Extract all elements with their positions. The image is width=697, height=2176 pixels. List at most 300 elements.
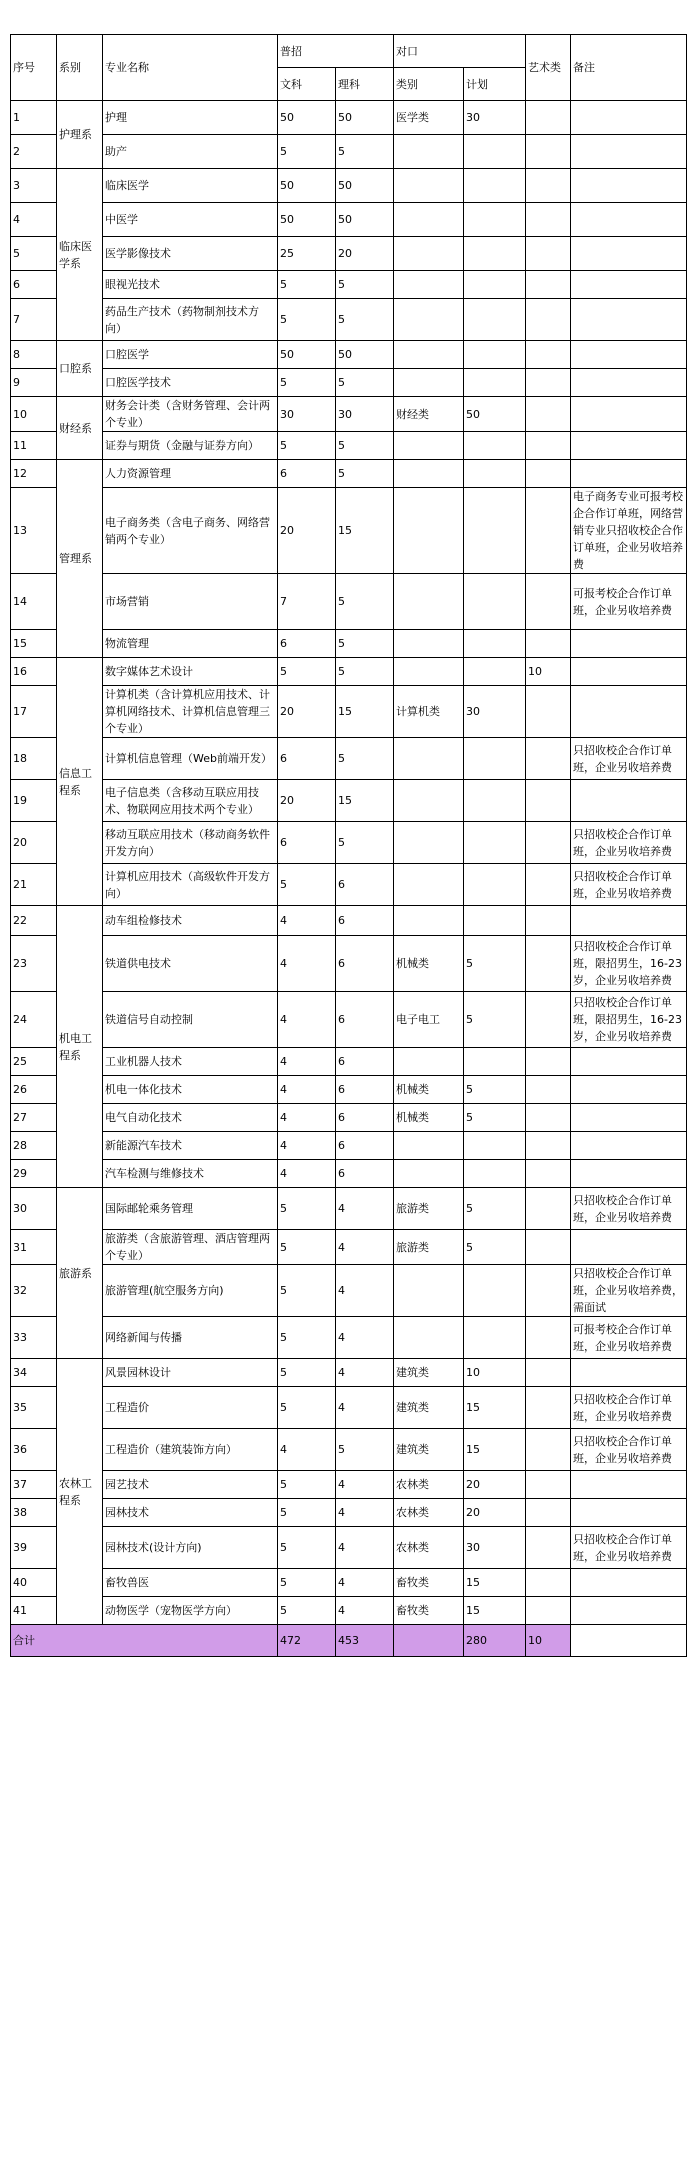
major-cell: 工业机器人技术 bbox=[103, 1048, 278, 1076]
arts-cell: 5 bbox=[278, 1230, 336, 1265]
category-cell bbox=[394, 169, 464, 203]
arts-cell: 20 bbox=[278, 686, 336, 738]
category-cell: 机械类 bbox=[394, 1104, 464, 1132]
table-row bbox=[11, 1132, 687, 1160]
art-cell bbox=[526, 906, 571, 936]
art-cell bbox=[526, 271, 571, 299]
art-cell bbox=[526, 1429, 571, 1471]
art-cell bbox=[526, 1132, 571, 1160]
plan-cell: 5 bbox=[464, 1188, 526, 1230]
arts-cell: 4 bbox=[278, 1076, 336, 1104]
art-cell bbox=[526, 203, 571, 237]
total-science: 453 bbox=[336, 1625, 394, 1657]
major-cell: 网络新闻与传播 bbox=[103, 1317, 278, 1359]
table-row bbox=[11, 992, 687, 1048]
arts-cell: 6 bbox=[278, 738, 336, 780]
table-row bbox=[11, 822, 687, 864]
table-row bbox=[11, 1471, 687, 1499]
art-cell bbox=[526, 1359, 571, 1387]
science-cell: 15 bbox=[336, 686, 394, 738]
seq-cell: 31 bbox=[11, 1230, 57, 1265]
arts-cell: 4 bbox=[278, 1160, 336, 1188]
category-cell: 农林类 bbox=[394, 1527, 464, 1569]
table-row bbox=[11, 271, 687, 299]
seq-cell: 38 bbox=[11, 1499, 57, 1527]
arts-cell: 5 bbox=[278, 1499, 336, 1527]
notes-cell bbox=[571, 203, 687, 237]
notes-cell bbox=[571, 1104, 687, 1132]
notes-cell: 只招收校企合作订单班，企业另收培养费，需面试 bbox=[571, 1265, 687, 1317]
major-cell: 护理 bbox=[103, 101, 278, 135]
category-cell bbox=[394, 237, 464, 271]
seq-cell: 22 bbox=[11, 906, 57, 936]
seq-cell: 21 bbox=[11, 864, 57, 906]
header-row-1 bbox=[11, 35, 687, 68]
science-cell: 50 bbox=[336, 169, 394, 203]
major-cell: 铁道信号自动控制 bbox=[103, 992, 278, 1048]
science-cell: 4 bbox=[336, 1527, 394, 1569]
notes-cell bbox=[571, 432, 687, 460]
table-row bbox=[11, 1317, 687, 1359]
major-cell: 数字媒体艺术设计 bbox=[103, 658, 278, 686]
category-cell: 农林类 bbox=[394, 1499, 464, 1527]
table-row bbox=[11, 936, 687, 992]
plan-cell bbox=[464, 369, 526, 397]
seq-cell: 37 bbox=[11, 1471, 57, 1499]
arts-cell: 4 bbox=[278, 1048, 336, 1076]
header-general: 普招 bbox=[278, 35, 394, 68]
seq-cell: 17 bbox=[11, 686, 57, 738]
table-row bbox=[11, 341, 687, 369]
notes-cell bbox=[571, 1597, 687, 1625]
major-cell: 工程造价 bbox=[103, 1387, 278, 1429]
art-cell bbox=[526, 630, 571, 658]
science-cell: 5 bbox=[336, 1429, 394, 1471]
table-row bbox=[11, 738, 687, 780]
art-cell bbox=[526, 1160, 571, 1188]
plan-cell: 15 bbox=[464, 1597, 526, 1625]
plan-cell bbox=[464, 341, 526, 369]
notes-cell bbox=[571, 1569, 687, 1597]
science-cell: 20 bbox=[336, 237, 394, 271]
category-cell: 畜牧类 bbox=[394, 1597, 464, 1625]
major-cell: 畜牧兽医 bbox=[103, 1569, 278, 1597]
seq-cell: 19 bbox=[11, 780, 57, 822]
notes-cell bbox=[571, 1132, 687, 1160]
plan-cell: 15 bbox=[464, 1569, 526, 1597]
plan-cell: 30 bbox=[464, 1527, 526, 1569]
science-cell: 5 bbox=[336, 574, 394, 630]
science-cell: 30 bbox=[336, 397, 394, 432]
art-cell bbox=[526, 1104, 571, 1132]
major-cell: 电气自动化技术 bbox=[103, 1104, 278, 1132]
category-cell: 电子电工 bbox=[394, 992, 464, 1048]
plan-cell: 15 bbox=[464, 1429, 526, 1471]
plan-cell bbox=[464, 169, 526, 203]
notes-cell: 只招收校企合作订单班，企业另收培养费 bbox=[571, 822, 687, 864]
table-row bbox=[11, 1265, 687, 1317]
plan-cell bbox=[464, 574, 526, 630]
art-cell bbox=[526, 101, 571, 135]
science-cell: 6 bbox=[336, 906, 394, 936]
seq-cell: 30 bbox=[11, 1188, 57, 1230]
category-cell bbox=[394, 488, 464, 574]
major-cell: 医学影像技术 bbox=[103, 237, 278, 271]
table-row bbox=[11, 906, 687, 936]
art-cell bbox=[526, 397, 571, 432]
notes-cell bbox=[571, 658, 687, 686]
category-cell: 建筑类 bbox=[394, 1359, 464, 1387]
major-cell: 市场营销 bbox=[103, 574, 278, 630]
art-cell bbox=[526, 1569, 571, 1597]
seq-cell: 20 bbox=[11, 822, 57, 864]
category-cell bbox=[394, 1265, 464, 1317]
notes-cell: 只招收校企合作订单班，限招男生，16-23岁，企业另收培养费 bbox=[571, 992, 687, 1048]
plan-cell: 15 bbox=[464, 1387, 526, 1429]
major-cell: 电子信息类（含移动互联应用技术、物联网应用技术两个专业） bbox=[103, 780, 278, 822]
science-cell: 15 bbox=[336, 488, 394, 574]
seq-cell: 41 bbox=[11, 1597, 57, 1625]
arts-cell: 50 bbox=[278, 341, 336, 369]
table-row bbox=[11, 369, 687, 397]
notes-cell: 只招收校企合作订单班，限招男生，16-23岁，企业另收培养费 bbox=[571, 936, 687, 992]
arts-cell: 6 bbox=[278, 460, 336, 488]
major-cell: 财务会计类（含财务管理、会计两个专业） bbox=[103, 397, 278, 432]
table-row bbox=[11, 574, 687, 630]
total-category bbox=[394, 1625, 464, 1657]
major-cell: 旅游管理(航空服务方向) bbox=[103, 1265, 278, 1317]
major-cell: 口腔医学 bbox=[103, 341, 278, 369]
category-cell: 旅游类 bbox=[394, 1188, 464, 1230]
art-cell: 10 bbox=[526, 658, 571, 686]
category-cell bbox=[394, 1048, 464, 1076]
science-cell: 6 bbox=[336, 936, 394, 992]
arts-cell: 5 bbox=[278, 369, 336, 397]
major-cell: 助产 bbox=[103, 135, 278, 169]
header-arts: 文科 bbox=[278, 68, 336, 101]
major-cell: 证券与期货（金融与证券方向） bbox=[103, 432, 278, 460]
table-row bbox=[11, 1569, 687, 1597]
major-cell: 移动互联应用技术（移动商务软件开发方向） bbox=[103, 822, 278, 864]
seq-cell: 5 bbox=[11, 237, 57, 271]
dept-cell: 临床医学系 bbox=[57, 169, 103, 341]
arts-cell: 5 bbox=[278, 1569, 336, 1597]
category-cell bbox=[394, 460, 464, 488]
science-cell: 6 bbox=[336, 1160, 394, 1188]
science-cell: 5 bbox=[336, 630, 394, 658]
arts-cell: 5 bbox=[278, 271, 336, 299]
seq-cell: 13 bbox=[11, 488, 57, 574]
art-cell bbox=[526, 1188, 571, 1230]
art-cell bbox=[526, 432, 571, 460]
art-cell bbox=[526, 1317, 571, 1359]
notes-cell bbox=[571, 1160, 687, 1188]
plan-cell: 30 bbox=[464, 686, 526, 738]
major-cell: 计算机信息管理（Web前端开发） bbox=[103, 738, 278, 780]
arts-cell: 25 bbox=[278, 237, 336, 271]
science-cell: 4 bbox=[336, 1359, 394, 1387]
table-row bbox=[11, 1387, 687, 1429]
arts-cell: 5 bbox=[278, 1387, 336, 1429]
seq-cell: 1 bbox=[11, 101, 57, 135]
plan-cell: 50 bbox=[464, 397, 526, 432]
table-row bbox=[11, 237, 687, 271]
category-cell bbox=[394, 271, 464, 299]
category-cell: 农林类 bbox=[394, 1471, 464, 1499]
notes-cell bbox=[571, 341, 687, 369]
arts-cell: 4 bbox=[278, 1132, 336, 1160]
art-cell bbox=[526, 574, 571, 630]
major-cell: 园林技术 bbox=[103, 1499, 278, 1527]
table-row bbox=[11, 1048, 687, 1076]
dept-cell: 护理系 bbox=[57, 101, 103, 169]
major-cell: 中医学 bbox=[103, 203, 278, 237]
plan-cell bbox=[464, 906, 526, 936]
seq-cell: 32 bbox=[11, 1265, 57, 1317]
plan-cell bbox=[464, 738, 526, 780]
art-cell bbox=[526, 1597, 571, 1625]
notes-cell bbox=[571, 135, 687, 169]
plan-cell: 10 bbox=[464, 1359, 526, 1387]
plan-cell bbox=[464, 658, 526, 686]
seq-cell: 2 bbox=[11, 135, 57, 169]
category-cell bbox=[394, 341, 464, 369]
arts-cell: 50 bbox=[278, 101, 336, 135]
art-cell bbox=[526, 686, 571, 738]
header-dept: 系别 bbox=[57, 35, 103, 101]
science-cell: 4 bbox=[336, 1569, 394, 1597]
category-cell: 计算机类 bbox=[394, 686, 464, 738]
seq-cell: 18 bbox=[11, 738, 57, 780]
table-row bbox=[11, 460, 687, 488]
table-row bbox=[11, 299, 687, 341]
table-row bbox=[11, 1160, 687, 1188]
art-cell bbox=[526, 822, 571, 864]
plan-cell bbox=[464, 1132, 526, 1160]
total-notes bbox=[571, 1625, 687, 1657]
notes-cell: 可报考校企合作订单班，企业另收培养费 bbox=[571, 1317, 687, 1359]
science-cell: 15 bbox=[336, 780, 394, 822]
art-cell bbox=[526, 237, 571, 271]
header-match: 对口 bbox=[394, 35, 526, 68]
arts-cell: 6 bbox=[278, 630, 336, 658]
category-cell bbox=[394, 906, 464, 936]
category-cell bbox=[394, 135, 464, 169]
science-cell: 6 bbox=[336, 864, 394, 906]
science-cell: 4 bbox=[336, 1387, 394, 1429]
science-cell: 6 bbox=[336, 1132, 394, 1160]
arts-cell: 5 bbox=[278, 1265, 336, 1317]
science-cell: 6 bbox=[336, 1104, 394, 1132]
dept-cell: 农林工程系 bbox=[57, 1359, 103, 1625]
plan-cell bbox=[464, 432, 526, 460]
table-row bbox=[11, 864, 687, 906]
plan-cell: 20 bbox=[464, 1499, 526, 1527]
plan-cell bbox=[464, 1265, 526, 1317]
table-row bbox=[11, 1359, 687, 1387]
header-category: 类别 bbox=[394, 68, 464, 101]
total-plan: 280 bbox=[464, 1625, 526, 1657]
major-cell: 国际邮轮乘务管理 bbox=[103, 1188, 278, 1230]
plan-cell bbox=[464, 488, 526, 574]
category-cell bbox=[394, 203, 464, 237]
art-cell bbox=[526, 1076, 571, 1104]
art-cell bbox=[526, 1230, 571, 1265]
major-cell: 口腔医学技术 bbox=[103, 369, 278, 397]
art-cell bbox=[526, 1048, 571, 1076]
art-cell bbox=[526, 1471, 571, 1499]
arts-cell: 30 bbox=[278, 397, 336, 432]
table-row bbox=[11, 397, 687, 432]
art-cell bbox=[526, 780, 571, 822]
category-cell bbox=[394, 738, 464, 780]
major-cell: 新能源汽车技术 bbox=[103, 1132, 278, 1160]
science-cell: 4 bbox=[336, 1499, 394, 1527]
dept-cell: 管理系 bbox=[57, 460, 103, 658]
notes-cell bbox=[571, 397, 687, 432]
major-cell: 工程造价（建筑装饰方向） bbox=[103, 1429, 278, 1471]
category-cell bbox=[394, 822, 464, 864]
header-seq: 序号 bbox=[11, 35, 57, 101]
plan-cell: 20 bbox=[464, 1471, 526, 1499]
plan-cell bbox=[464, 135, 526, 169]
table-row bbox=[11, 1429, 687, 1471]
table-row bbox=[11, 169, 687, 203]
total-label: 合计 bbox=[11, 1625, 278, 1657]
arts-cell: 5 bbox=[278, 1597, 336, 1625]
arts-cell: 5 bbox=[278, 1317, 336, 1359]
notes-cell bbox=[571, 906, 687, 936]
arts-cell: 5 bbox=[278, 1527, 336, 1569]
dept-cell: 信息工程系 bbox=[57, 658, 103, 906]
notes-cell bbox=[571, 169, 687, 203]
plan-cell: 5 bbox=[464, 1230, 526, 1265]
seq-cell: 34 bbox=[11, 1359, 57, 1387]
table-row bbox=[11, 1527, 687, 1569]
seq-cell: 33 bbox=[11, 1317, 57, 1359]
dept-cell: 口腔系 bbox=[57, 341, 103, 397]
arts-cell: 5 bbox=[278, 432, 336, 460]
dept-cell: 机电工程系 bbox=[57, 906, 103, 1188]
science-cell: 5 bbox=[336, 432, 394, 460]
notes-cell bbox=[571, 237, 687, 271]
total-art: 10 bbox=[526, 1625, 571, 1657]
art-cell bbox=[526, 1527, 571, 1569]
category-cell: 旅游类 bbox=[394, 1230, 464, 1265]
major-cell: 电子商务类（含电子商务、网络营销两个专业） bbox=[103, 488, 278, 574]
major-cell: 铁道供电技术 bbox=[103, 936, 278, 992]
notes-cell bbox=[571, 780, 687, 822]
science-cell: 5 bbox=[336, 369, 394, 397]
category-cell bbox=[394, 574, 464, 630]
arts-cell: 4 bbox=[278, 1104, 336, 1132]
art-cell bbox=[526, 738, 571, 780]
category-cell bbox=[394, 432, 464, 460]
notes-cell: 只招收校企合作订单班，企业另收培养费 bbox=[571, 738, 687, 780]
table-row bbox=[11, 101, 687, 135]
seq-cell: 36 bbox=[11, 1429, 57, 1471]
notes-cell bbox=[571, 299, 687, 341]
notes-cell bbox=[571, 1048, 687, 1076]
notes-cell bbox=[571, 1499, 687, 1527]
arts-cell: 4 bbox=[278, 906, 336, 936]
arts-cell: 4 bbox=[278, 1429, 336, 1471]
major-cell: 汽车检测与维修技术 bbox=[103, 1160, 278, 1188]
seq-cell: 6 bbox=[11, 271, 57, 299]
major-cell: 旅游类（含旅游管理、酒店管理两个专业） bbox=[103, 1230, 278, 1265]
science-cell: 4 bbox=[336, 1597, 394, 1625]
table-row bbox=[11, 1104, 687, 1132]
major-cell: 计算机类（含计算机应用技术、计算机网络技术、计算机信息管理三个专业） bbox=[103, 686, 278, 738]
plan-cell: 5 bbox=[464, 1076, 526, 1104]
major-cell: 风景园林设计 bbox=[103, 1359, 278, 1387]
science-cell: 50 bbox=[336, 101, 394, 135]
dept-cell: 旅游系 bbox=[57, 1188, 103, 1359]
table-row bbox=[11, 1188, 687, 1230]
category-cell: 畜牧类 bbox=[394, 1569, 464, 1597]
notes-cell bbox=[571, 686, 687, 738]
art-cell bbox=[526, 1499, 571, 1527]
plan-cell: 5 bbox=[464, 1104, 526, 1132]
category-cell bbox=[394, 1132, 464, 1160]
seq-cell: 10 bbox=[11, 397, 57, 432]
category-cell: 机械类 bbox=[394, 936, 464, 992]
notes-cell bbox=[571, 1359, 687, 1387]
plan-cell bbox=[464, 630, 526, 658]
seq-cell: 9 bbox=[11, 369, 57, 397]
arts-cell: 7 bbox=[278, 574, 336, 630]
dept-cell: 财经系 bbox=[57, 397, 103, 460]
notes-cell: 只招收校企合作订单班，企业另收培养费 bbox=[571, 1188, 687, 1230]
arts-cell: 5 bbox=[278, 1471, 336, 1499]
art-cell bbox=[526, 460, 571, 488]
plan-cell bbox=[464, 1048, 526, 1076]
arts-cell: 20 bbox=[278, 780, 336, 822]
science-cell: 5 bbox=[336, 460, 394, 488]
plan-cell: 5 bbox=[464, 992, 526, 1048]
science-cell: 4 bbox=[336, 1188, 394, 1230]
header-plan: 计划 bbox=[464, 68, 526, 101]
arts-cell: 5 bbox=[278, 299, 336, 341]
plan-cell bbox=[464, 780, 526, 822]
science-cell: 50 bbox=[336, 341, 394, 369]
science-cell: 6 bbox=[336, 1048, 394, 1076]
notes-cell bbox=[571, 101, 687, 135]
science-cell: 5 bbox=[336, 135, 394, 169]
notes-cell bbox=[571, 1230, 687, 1265]
art-cell bbox=[526, 369, 571, 397]
plan-cell bbox=[464, 1317, 526, 1359]
enrollment-plan-table bbox=[10, 34, 687, 1657]
science-cell: 5 bbox=[336, 299, 394, 341]
science-cell: 5 bbox=[336, 738, 394, 780]
table-row bbox=[11, 135, 687, 169]
science-cell: 6 bbox=[336, 1076, 394, 1104]
table-row bbox=[11, 658, 687, 686]
header-science: 理科 bbox=[336, 68, 394, 101]
notes-cell: 可报考校企合作订单班，企业另收培养费 bbox=[571, 574, 687, 630]
arts-cell: 4 bbox=[278, 992, 336, 1048]
science-cell: 4 bbox=[336, 1317, 394, 1359]
science-cell: 6 bbox=[336, 992, 394, 1048]
category-cell bbox=[394, 1317, 464, 1359]
table-row bbox=[11, 630, 687, 658]
category-cell bbox=[394, 658, 464, 686]
art-cell bbox=[526, 1387, 571, 1429]
header-major: 专业名称 bbox=[103, 35, 278, 101]
arts-cell: 6 bbox=[278, 822, 336, 864]
arts-cell: 5 bbox=[278, 658, 336, 686]
